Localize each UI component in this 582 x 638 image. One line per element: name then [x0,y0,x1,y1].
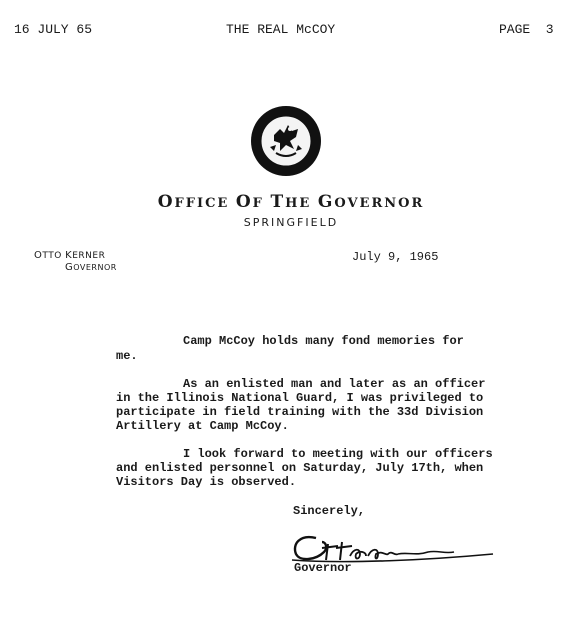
para3-line3: Visitors Day is observed. [116,475,297,489]
closing: Sincerely, [293,504,366,518]
letter-date: July 9, 1965 [352,250,439,264]
para2-line1: As an enlisted man and later as an officer [183,377,486,391]
para2-line4: Artillery at Camp McCoy. [116,419,289,433]
state-seal-icon [250,105,322,177]
sender-name: OTTO KERNER [34,250,106,261]
para1-line1: Camp McCoy holds many fond memories for [183,334,464,348]
signature-title: Governor [294,561,352,575]
para2-line2: in the Illinois National Guard, I was privileged to [116,391,484,405]
header-page: PAGE 3 [499,22,554,37]
office-city: SPRINGFIELD [243,216,339,229]
para3-line2: and enlisted personnel on Saturday, July 17th, when [116,461,484,475]
header-title: THE REAL McCOY [226,22,336,37]
header-date: 16 JULY 65 [14,22,93,37]
para1-line2: me. [116,349,138,363]
sender-title: GOVERNOR [65,262,117,273]
para2-line3: participate in field training with the 33d Division [116,405,484,419]
office-title: OFFICE OF THE GOVERNOR [157,192,425,212]
para3-line1: I look forward to meeting with our officers [183,447,493,461]
